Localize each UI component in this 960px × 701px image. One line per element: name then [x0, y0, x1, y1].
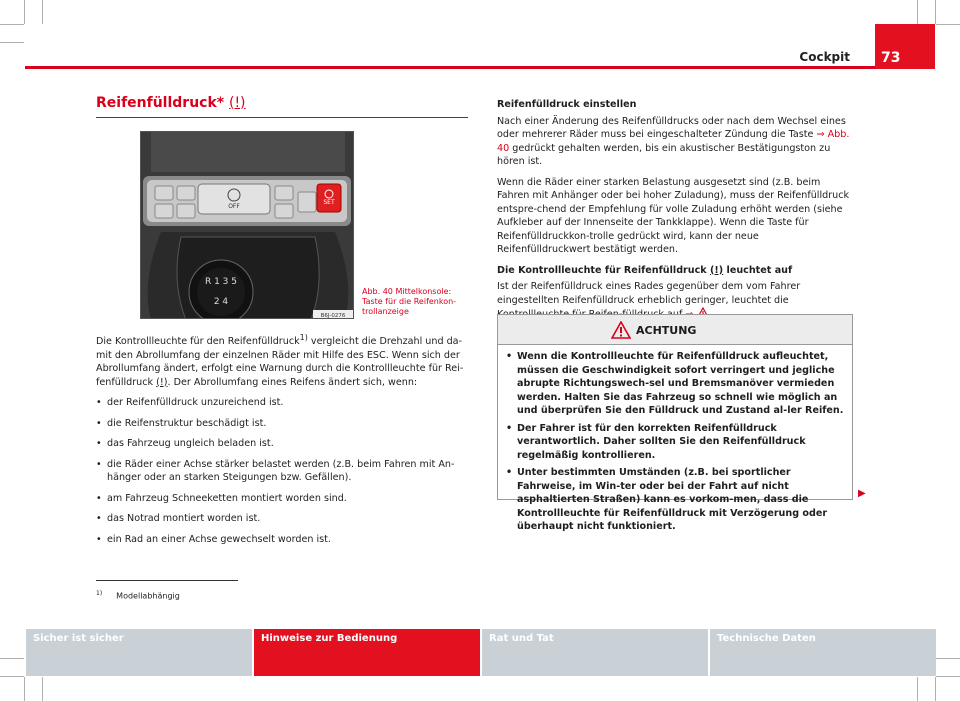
warning-triangle-icon — [611, 321, 631, 339]
h2-text-a: Die Kontrollleuchte für Reifenfülldruck — [497, 264, 711, 276]
warning-item: • Wenn die Kontrollleuchte für Reifenfülldruck aufleuchtet, müssen die Geschwindigkeit sofort verringert und jegliche abrupte Richtungswech-sel und Bremsmanöver vermieden werden. Halten Sie das Fahrzeug so schnell wie möglich an und überprüfen Sie den Fülldruck und Zustand al-ler Reifen. — [506, 350, 844, 418]
crop-mark — [0, 676, 24, 677]
crop-mark — [24, 0, 25, 24]
off-label: OFF — [228, 203, 240, 210]
image-code: B6J-0276 — [320, 313, 346, 319]
list-item: • das Fahrzeug ungleich beladen ist. — [96, 437, 468, 451]
subheading-set-pressure: Reifenfülldruck einstellen — [497, 99, 637, 110]
chapter-title: Cockpit — [799, 50, 850, 64]
crop-mark — [935, 677, 936, 701]
p3-text-a: Ist der Reifenfülldruck eines Rades gegenüber dem vom Fahrer eingestellten Reifenfülldruck erheblich geringer, leuchtet die — [497, 281, 801, 306]
continue-arrow-icon: ▶ — [858, 488, 866, 499]
crop-mark — [0, 658, 24, 659]
warning-item: • Der Fahrer ist für den korrekten Reifenfülldruck verantwortlich. Daher sollten Sie den Reifenfülldruck regelmäßig kontrollieren. — [506, 422, 844, 463]
crop-mark — [0, 42, 24, 43]
chapter-tabs — [26, 629, 936, 676]
section-title-text: Reifenfülldruck* — [96, 95, 225, 111]
crop-mark — [42, 0, 43, 24]
warning-item: • Unter bestimmten Umständen (z.B. bei sportlicher Fahrweise, im Win-ter oder bei der Fahrt auf nicht asphaltierten Straßen) kann es vorkom-men, dass die Kontrollleuchte für Reifenfülldruck mit Verzögerung oder überhaupt nicht funktioniert. — [506, 466, 844, 534]
intro-paragraph — [96, 331, 468, 389]
crop-mark — [24, 677, 25, 701]
list-item: • der Reifenfülldruck unzureichend ist. — [96, 396, 468, 410]
crop-mark — [936, 24, 960, 25]
warning-body — [498, 345, 852, 534]
crop-mark — [936, 658, 960, 659]
warning-title: ACHTUNG — [636, 324, 697, 337]
h2-text-b: leuchtet auf — [723, 264, 793, 276]
intro-text-b: vergleicht die Drehzahl und da-mit den Abrollumfang der einzelnen Räder mit Hilfe des ESC. Wenn sich der Abrollumfang ändert, erfolgt eine Warnung durch die Kontrollleuchte für Rei-fenfülldruck — [96, 336, 464, 388]
list-item: • die Reifenstruktur beschädigt ist. — [96, 417, 468, 431]
page-number: 73 — [875, 24, 935, 69]
left-column — [96, 331, 468, 553]
footnote-rule — [96, 580, 238, 581]
footnote-ref: 1) — [299, 333, 308, 342]
list-item: • die Räder einer Achse stärker belastet werden (z.B. beim Fahren mit An-hänger oder an starken Steigungen bzw. Gefällen). — [96, 458, 468, 485]
crop-mark — [935, 0, 936, 24]
footnote-text: Modellabhängig — [116, 591, 180, 601]
figure-caption: Abb. 40 Mittelkonsole: Taste für die Reifenkon-trollanzeige — [362, 287, 457, 316]
tab-technical-data[interactable]: Technische Daten — [710, 629, 936, 676]
warning-header — [498, 315, 852, 345]
section-rule — [96, 117, 468, 118]
header-rule — [25, 66, 875, 69]
right-column — [497, 98, 853, 329]
list-item: • am Fahrzeug Schneeketten montiert worden sind. — [96, 492, 468, 506]
intro-text-c: . Der Abrollumfang eines Reifens ändert sich, wenn: — [167, 376, 418, 388]
gear-top-label: R 1 3 5 — [204, 277, 238, 287]
paragraph-set-pressure — [497, 115, 853, 169]
tire-pressure-icon: (!) — [228, 95, 246, 111]
set-label: SET — [323, 199, 335, 206]
tab-operation[interactable]: Hinweise zur Bedienung — [254, 629, 480, 676]
crop-mark — [917, 0, 918, 24]
crop-mark — [0, 24, 24, 25]
intro-text-a: Die Kontrollleuchte für den Reifenfülldruck — [96, 336, 300, 348]
footnote — [96, 590, 180, 601]
console-figure — [140, 131, 354, 319]
warning-box — [497, 314, 853, 532]
list-item: • ein Rad an einer Achse gewechselt worden ist. — [96, 533, 468, 547]
figure-link[interactable]: ⇒ Abb. 40 — [497, 129, 850, 154]
tire-pressure-icon: (!) — [156, 376, 168, 388]
list-item: • das Notrad montiert worden ist. — [96, 512, 468, 526]
console-illustration — [141, 132, 354, 319]
section-title — [96, 95, 246, 111]
p1-text-b: gedrückt gehalten werden, bis ein akustischer Bestätigungston zu hören ist. — [497, 142, 831, 167]
crop-mark — [917, 677, 918, 701]
crop-mark — [936, 676, 960, 677]
crop-mark — [42, 677, 43, 701]
subheading-warning-light — [497, 264, 853, 278]
tire-pressure-icon: (!) — [710, 264, 724, 276]
footnote-mark: 1) — [96, 590, 103, 597]
paragraph-load: Wenn die Räder einer starken Belastung ausgesetzt sind (z.B. beim Fahren mit Anhänger oder bei hoher Zuladung), muss der Reifenfülldruck entspre-chend der Empfehlung für volle Zuladung erhöht werden (siehe Aufkleber auf der Innenseite der Tankklappe). Wenn die Taste für Reifenfülldruckkon-trolle gedrückt wird, kann der neue Reifenfülldruckwert bestätigt werden. — [497, 176, 850, 255]
p1-text-a: Nach einer Änderung des Reifenfülldrucks oder nach dem Wechsel eines oder mehrerer Räder muss bei eingeschalteter Zündung die Taste — [497, 115, 846, 140]
tab-advice[interactable]: Rat und Tat — [482, 629, 708, 676]
gear-bottom-label: 2 4 — [213, 297, 229, 307]
tab-safety[interactable]: Sicher ist sicher — [26, 629, 252, 676]
